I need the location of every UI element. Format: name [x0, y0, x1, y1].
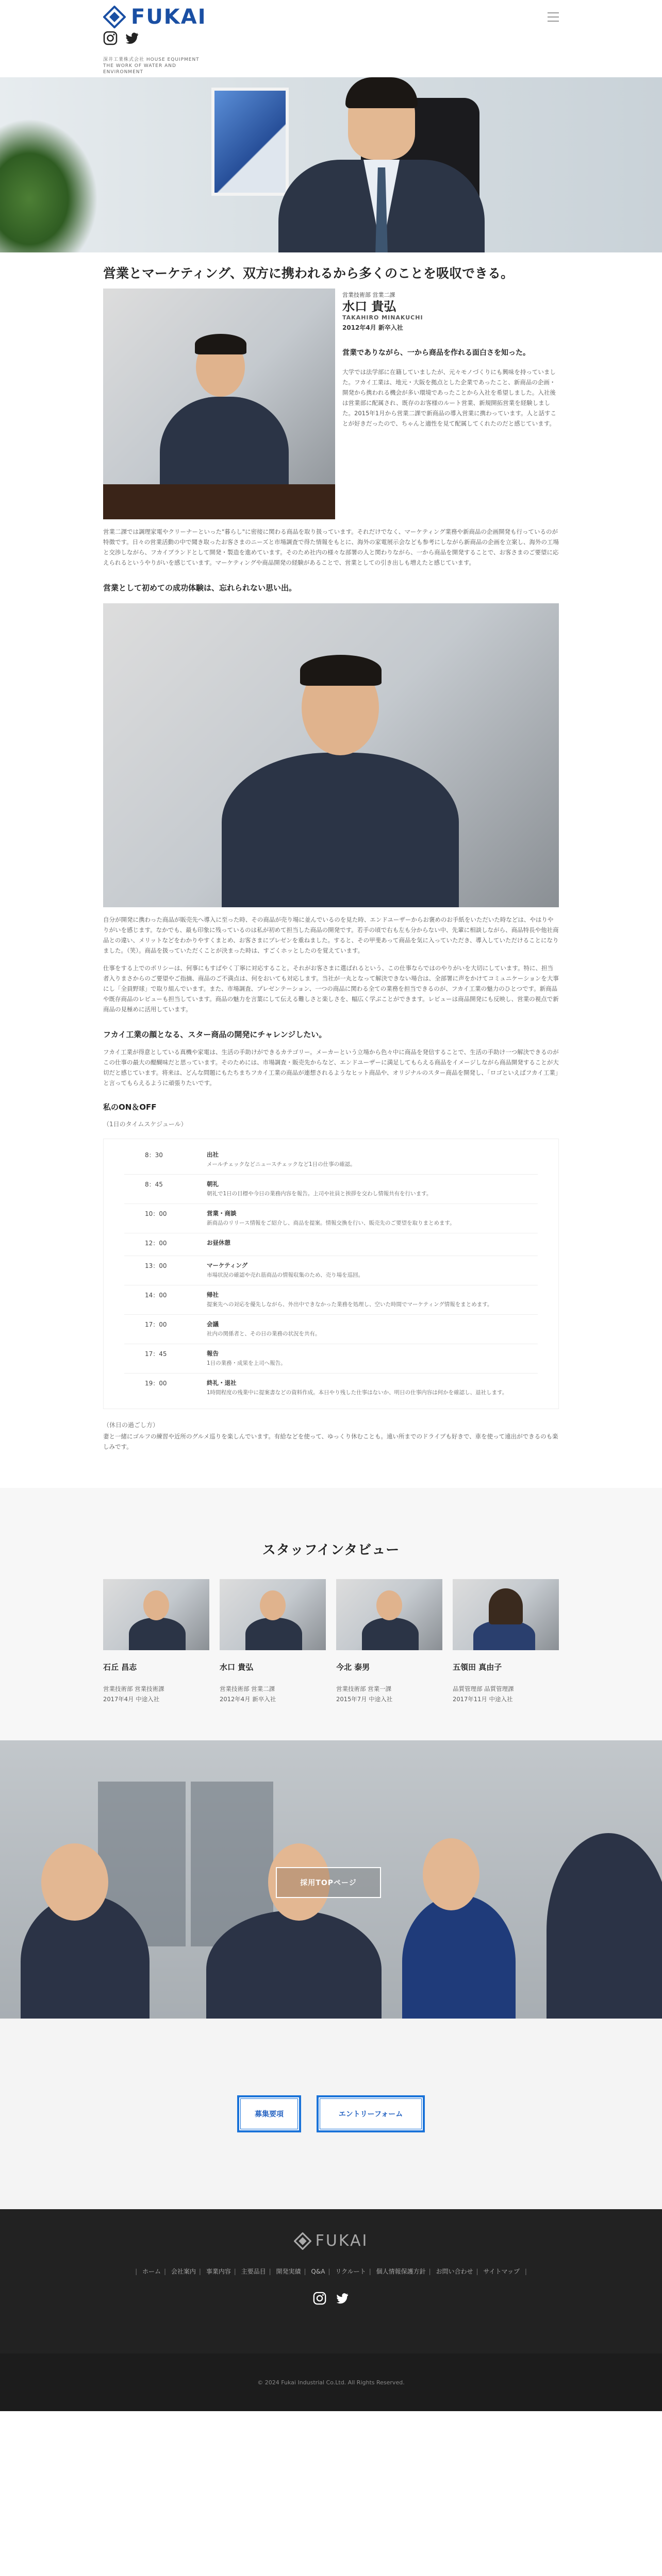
photo-hair	[300, 655, 382, 686]
copyright: © 2024 Fukai Industrial Co.Ltd. All Rights Reserved.	[0, 2353, 662, 2411]
nav-separator: |	[163, 2268, 167, 2275]
photo-suit	[362, 1618, 419, 1650]
footer-link-qa[interactable]: Q&A	[311, 2268, 325, 2275]
article	[103, 264, 559, 1452]
photo-table	[103, 484, 335, 519]
photo-suit	[222, 753, 459, 907]
logo[interactable]	[103, 5, 207, 29]
staff-card[interactable]	[453, 1579, 559, 1704]
schedule-row	[124, 1204, 538, 1233]
paragraph: 大学では法学部に在籍していましたが、元々モノづくりにも興味を持っていました。フカイ工業は、地元・大阪を拠点とした企業であったこと、新商品の企画・開発から携われる機会が多い環境であったことから入社を希望しました。入社後は営業部に配属され、既存のお客様のルート営業、新規開拓営業を経験しました。2015年1月から営業二課で新商品の導入営業に携わっています。人と話すことが好きだったので、ちゃんと適性を見て配属してくれたのだと感じています。	[342, 368, 557, 427]
nav-separator: |	[524, 2268, 527, 2275]
paragraph: 営業二課では調理家電やクリーナーといった"暮らし"に密接に関わる商品を取り扱っています。それだけでなく、マーケティング業務や新商品の企画開発も行っているのが特徴です。日々の営業活動の中で聞き取ったお客さまのニーズと市場調査で得た情報をもとに、海外の家電展示会なども参考にしながら新商品の企画を立案し、海外の工場と交渉しながら、フカイブランドとして開発・製造を進めています。そのため社内の様々な部署の人と関わりながら、一から商品を開発することで、お客さまのご要望に応えられるというやりがいを感じています。マーケティングや商品開発の経験があることで、営業としての引き出しも増えたと感じています。	[103, 528, 559, 566]
name-jp: 水口 貴弘	[342, 299, 396, 314]
staff-photo[interactable]	[103, 1579, 209, 1650]
footer-link-recruit[interactable]: リクルート	[335, 2268, 366, 2275]
schedule-desc: 1時間程度の残業中に提案書などの資料作成。本日やり残した仕事はないか、明日の仕事内容は何かを確認し、退社します。	[207, 1389, 508, 1396]
schedule-activity: 朝礼	[207, 1180, 219, 1188]
staff-dept: 営業技術部 営業一課	[336, 1685, 392, 1692]
nav-separator: |	[476, 2268, 478, 2275]
nav-separator: |	[135, 2268, 138, 2275]
footer-nav	[0, 2267, 662, 2276]
footer-link-company[interactable]: 会社案内	[171, 2268, 196, 2275]
holiday-text: 妻と一緒にゴルフの練習や近所のグルメ巡りを楽しんでいます。有給などを使って、ゆっくり休むことも。遠い所までのドライブも好きで、車を使って遠出ができるのも楽しみです。	[103, 1433, 558, 1450]
banner-face	[423, 1838, 479, 1910]
logo-mark-icon	[103, 6, 126, 28]
menu-button[interactable]	[548, 12, 559, 22]
nav-separator: |	[328, 2268, 330, 2275]
schedule-time: 8：30	[145, 1151, 163, 1159]
staff-title: スタッフインタビュー	[262, 1543, 400, 1558]
banner-face	[41, 1843, 108, 1921]
photo-head	[260, 1590, 286, 1620]
paragraph: フカイ工業が得意としている真機や家電は、生活の手助けができるカテゴリー。メーカーという立場から色々中に商品を発信することで、生活の手助け一つ解決できるのがこの仕事の最大の醍醐味だと思っています。そのためには、市場調査・販売先からなど、エンドユーザーに満足してもらえる商品をイメージしながら商品開発することが大切だと感じています。将来は、どんな問題にもたちまちフカイ工業の商品が連想されるようなヒット商品や、オリジナルのスター商品を開発し、「ロゴといえばフカイ工業」と言ってもらえるように頑張りたいです。	[103, 1048, 559, 1087]
header-social	[103, 31, 139, 45]
nav-separator: |	[198, 2268, 201, 2275]
recruit-banner	[0, 1740, 662, 2019]
banner-person	[206, 1910, 382, 2019]
schedule-row	[124, 1344, 538, 1374]
footer	[0, 2209, 662, 2353]
schedule-activity: 会議	[207, 1320, 219, 1328]
schedule-desc: 社内の関係者と、その日の業務の状況を共有。	[207, 1331, 321, 1337]
profile-photo	[103, 289, 335, 519]
schedule-row	[124, 1285, 538, 1315]
site-header	[0, 0, 662, 77]
job-requirements-button[interactable]: 募集要項	[237, 2095, 301, 2132]
schedule-desc: 提案先への対応を優先しながら、外出中できなかった業務を処理し、空いた時間でマーケティング情報をまとめます。	[207, 1301, 493, 1308]
name-en: TAKAHIRO MINAKUCHI	[342, 314, 423, 321]
profile-text	[342, 289, 559, 519]
nav-separator: |	[234, 2268, 236, 2275]
photo-head	[143, 1590, 169, 1620]
tagline: 深井工業株式会社 HOUSE EQUIPMENT THE WORK OF WATER AND ENVIRONMENT	[103, 57, 200, 75]
recruit-top-button[interactable]: 採用TOPページ	[276, 1867, 381, 1898]
schedule-activity: 帰社	[207, 1291, 219, 1298]
paragraph: 自分が開発に携わった商品が販売先へ導入に至った時、その商品が売り場に並んでいるのを見た時、エンドユーザーからお褒めのお手紙をいただいた時などは、やはりやりがいを感じます。なかでも、最も印象に残っているのは私が初めて担当した商品の開発です。若手の頃で右も左も分からない中、先輩に相談しながら、商品特長や他社商品との違い、メリットなどをわかりやすくまとめ、お客さまにプレゼンを重ねました。すると、その甲斐あって商品を気に入っていただき、導入していただけることになりました。（笑）。商品を扱っていただくことが決まった時は、すごくホッとしたのを覚えています。	[103, 916, 559, 954]
schedule-subtitle: （1日のタイムスケジュール）	[103, 1121, 187, 1128]
footer-link-business[interactable]: 事業内容	[206, 2268, 231, 2275]
schedule-time: 17：00	[145, 1321, 167, 1328]
department: 営業技術部 営業二課	[342, 292, 395, 298]
photo-suit	[129, 1618, 186, 1650]
brand-name: FUKAI	[131, 5, 207, 29]
section-heading: 営業として初めての成功体験は、忘れられない思い出。	[103, 583, 297, 592]
joined-date: 2012年4月 新卒入社	[342, 324, 403, 331]
schedule-activity: 報告	[207, 1350, 219, 1357]
footer-link-contact[interactable]: お問い合わせ	[436, 2268, 473, 2275]
nav-separator: |	[369, 2268, 371, 2275]
staff-joined: 2017年4月 中途入社	[103, 1696, 160, 1703]
photo-suit	[245, 1618, 302, 1650]
nav-separator: |	[304, 2268, 306, 2275]
footer-link-privacy[interactable]: 個人情報保護方針	[376, 2268, 426, 2275]
staff-dept: 営業技術部 営業二課	[220, 1685, 275, 1692]
footer-brand: FUKAI	[315, 2232, 369, 2250]
schedule-time: 14：00	[145, 1292, 167, 1299]
twitter-icon[interactable]	[125, 31, 139, 45]
instagram-icon[interactable]	[103, 31, 118, 45]
quote: 営業でありながら、一から商品を作れる面白さを知った。	[342, 349, 530, 357]
section-heading: フカイ工業の顔となる、スター商品の開発にチャレンジしたい。	[103, 1030, 327, 1039]
nav-separator: |	[428, 2268, 431, 2275]
footer-link-home[interactable]: ホーム	[142, 2268, 161, 2275]
hero-plant	[0, 118, 98, 252]
staff-joined: 2012年4月 新卒入社	[220, 1696, 276, 1703]
schedule-desc: 市場状況の確認や売れ筋商品の情報収集のため、売り場を巡回。	[207, 1272, 364, 1278]
schedule-time: 12：00	[145, 1240, 167, 1247]
schedule-row	[124, 1175, 538, 1204]
schedule-activity: お昼休憩	[207, 1239, 230, 1246]
staff-card[interactable]	[336, 1579, 442, 1704]
footer-logo[interactable]	[0, 2232, 662, 2250]
staff-name[interactable]: 石丘 昌志	[103, 1663, 137, 1672]
schedule-title: 私のON＆OFF	[103, 1103, 157, 1112]
staff-interview-section	[0, 1488, 662, 1740]
hero-person	[258, 77, 500, 252]
staff-name[interactable]: 今北 泰男	[336, 1663, 370, 1672]
photo-hair	[195, 334, 246, 354]
footer-link-results[interactable]: 開発実績	[276, 2268, 301, 2275]
schedule-time: 17：45	[145, 1350, 167, 1358]
photo-hair	[489, 1588, 523, 1624]
banner-person	[402, 1895, 516, 2019]
hamburger-line	[548, 16, 559, 18]
banner-person	[547, 1833, 662, 2019]
profile	[103, 289, 559, 519]
staff-name[interactable]: 水口 貴弘	[220, 1663, 254, 1672]
staff-joined: 2015年7月 中途入社	[336, 1696, 393, 1703]
staff-photo[interactable]	[336, 1579, 442, 1650]
article-title: 営業とマーケティング、双方に携われるから多くのことを吸収できる。	[103, 266, 514, 281]
hamburger-line	[548, 21, 559, 22]
footer-social	[0, 2292, 662, 2305]
nav-separator: |	[269, 2268, 271, 2275]
schedule-time: 13：00	[145, 1262, 167, 1269]
hero-hair	[345, 77, 418, 108]
staff-photo[interactable]	[220, 1579, 326, 1650]
photo-head	[376, 1590, 402, 1620]
footer-link-sitemap[interactable]: サイトマップ	[483, 2268, 520, 2275]
staff-name[interactable]: 五領田 真由子	[453, 1663, 502, 1672]
cta-section	[0, 2019, 662, 2209]
footer-link-products[interactable]: 主要品目	[241, 2268, 266, 2275]
staff-dept: 品質管理部 品質管理課	[453, 1685, 514, 1692]
schedule-desc: 1日の業務・成果を上司へ報告。	[207, 1360, 286, 1366]
entry-form-button[interactable]: エントリーフォーム	[317, 2095, 425, 2132]
paragraph: 仕事をする上でのポリシーは、何事にもすばやく丁寧に対応すること。それがお客さまに選ばれるという、この仕事ならではのやりがいを大切にしています。特に、担当者入りまさからのご要望やご指摘、商品のご不満点は、何をおいても対応します。当社が一丸となって解決できない場合は、全部署に声をかけてコミュニケーションを大事にし「全員野球」で取り組んでいます。また、市場調査、プレゼンテーション、一つの商品に関わる全ての業務を担当できるのが、フカイ工業の魅力のひとつです。新商品や既存商品のレビューも担当しています。商品の魅力を言葉にして伝える難しさと楽しさを、幅広く学ぶことができます。レビューは商品開発にも反映し、営業の視点で新商品の見極めに活用しています。	[103, 964, 559, 1013]
schedule-time: 19：00	[145, 1380, 167, 1387]
staff-grid	[103, 1579, 559, 1704]
schedule-row	[124, 1145, 538, 1175]
schedule-row	[124, 1233, 538, 1256]
schedule-desc: メールチェックなどニュースチェックなど1日の仕事の確認。	[207, 1161, 356, 1167]
schedule-time: 10：00	[145, 1210, 167, 1217]
hero-image	[0, 77, 662, 252]
schedule-time: 8：45	[145, 1181, 163, 1188]
staff-photo[interactable]	[453, 1579, 559, 1650]
schedule-activity: マーケティング	[207, 1262, 248, 1269]
staff-joined: 2017年11月 中途入社	[453, 1696, 513, 1703]
article-photo	[103, 603, 559, 907]
photo-suit	[473, 1620, 535, 1650]
schedule-desc: 朝礼で1日の目標や今日の業務内容を報告。上司や社員と挨拶を交わし情報共有を行います。	[207, 1191, 432, 1197]
schedule-row	[124, 1374, 538, 1402]
staff-dept: 営業技術部 営業技術課	[103, 1685, 164, 1692]
hamburger-icon	[548, 12, 559, 13]
staff-card[interactable]	[103, 1579, 209, 1704]
twitter-icon[interactable]	[336, 2292, 349, 2305]
schedule-activity: 終礼・退社	[207, 1379, 237, 1386]
schedule-desc: 新商品のリリース情報をご紹介し、商品を提案。情報交換を行い、販売先のご要望を取りまとめます。	[207, 1220, 455, 1226]
schedule-row	[124, 1315, 538, 1344]
logo-mark-icon	[294, 2232, 311, 2250]
instagram-icon[interactable]	[313, 2292, 326, 2305]
schedule-activity: 営業・商談	[207, 1210, 237, 1217]
schedule-row	[124, 1256, 538, 1285]
staff-card[interactable]	[220, 1579, 326, 1704]
schedule-activity: 出社	[207, 1151, 219, 1158]
holiday-title: （休日の過ごし方）	[103, 1421, 159, 1429]
schedule-table	[103, 1139, 559, 1409]
